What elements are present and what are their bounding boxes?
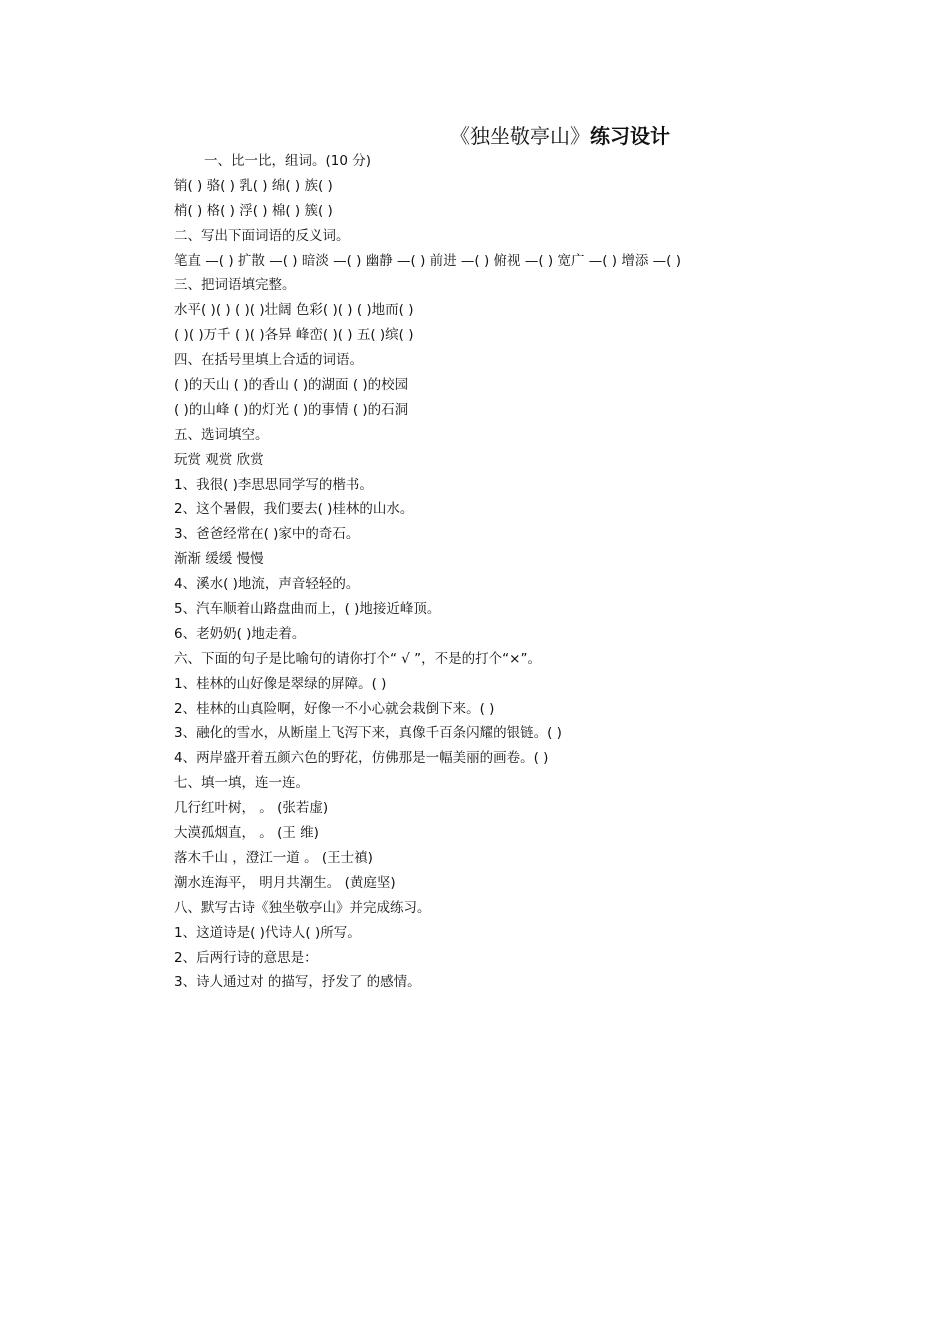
section-heading: 三、把词语填完整。 — [174, 277, 296, 294]
section-heading: 七、填一填，连一连。 — [174, 775, 309, 792]
text-line: 笔直 —( ) 扩散 —( ) 暗淡 —( ) 幽静 —( ) 前进 —( ) 俯视 —( ) 宽广 —( ) 增添 —( ) — [174, 252, 681, 269]
question-line: 4、两岸盛开着五颜六色的野花，仿佛那是一幅美丽的画卷。( ) — [174, 750, 549, 767]
title-suffix: 练习设计 — [590, 124, 670, 148]
question-line: 6、老奶奶( )地走着。 — [174, 625, 306, 642]
poem-line: 几行红叶树， 。 (张若虚) — [174, 800, 329, 817]
question-line: 3、爸爸经常在( )家中的奇石。 — [174, 526, 360, 543]
section-heading: 二、写出下面词语的反义词。 — [174, 227, 350, 244]
poem-line: 大漠孤烟直， 。 (王 维) — [174, 825, 319, 842]
question-line: 1、桂林的山好像是翠绿的屏障。( ) — [174, 675, 387, 692]
text-line: 梢( ) 格( ) 浮( ) 棉( ) 簇( ) — [174, 202, 333, 219]
question-line: 2、桂林的山真险啊，好像一不小心就会栽倒下来。( ) — [174, 700, 495, 717]
text-line: ( )的山峰 ( )的灯光 ( )的事情 ( )的石洞 — [174, 401, 409, 418]
question-line: 3、融化的雪水，从断崖上飞泻下来，真像千百条闪耀的银链。( ) — [174, 725, 562, 742]
document-body — [174, 149, 914, 995]
text-line: 水平( )( ) ( )( )壮阔 色彩( )( ) ( )地而( ) — [174, 302, 414, 319]
section-heading: 四、在括号里填上合适的词语。 — [174, 352, 363, 369]
document-title — [0, 122, 950, 150]
word-choices: 渐渐 缓缓 慢慢 — [174, 551, 264, 568]
section-heading: 五、选词填空。 — [174, 426, 269, 443]
question-line: 5、汽车顺着山路盘曲而上，( )地接近峰顶。 — [174, 601, 441, 618]
section-heading: 一、比一比，组词。(10 分) — [204, 153, 372, 169]
word-choices: 玩赏 观赏 欣赏 — [174, 451, 264, 468]
title-prefix: 《独坐敬亭山》 — [450, 124, 590, 148]
question-line: 1、这道诗是( )代诗人( )所写。 — [174, 924, 361, 941]
question-line: 2、这个暑假，我们要去( )桂林的山水。 — [174, 501, 414, 518]
question-line: 1、我很( )李思思同学写的楷书。 — [174, 476, 373, 493]
text-line: ( )( )万千 ( )( )各异 峰峦( )( ) 五( )缤( ) — [174, 327, 414, 344]
text-line: ( )的天山 ( )的香山 ( )的湖面 ( )的校园 — [174, 377, 409, 394]
question-line: 3、诗人通过对 的描写，抒发了 的感情。 — [174, 974, 421, 991]
text-line: 销( ) 骆( ) 乳( ) 绵( ) 族( ) — [174, 177, 333, 194]
poem-line: 落木千山 ，澄江一道 。 (王士禛) — [174, 849, 373, 866]
question-line: 2、后两行诗的意思是： — [174, 949, 318, 966]
poem-line: 潮水连海平， 明月共潮生。 (黄庭坚) — [174, 874, 396, 891]
section-heading: 八、默写古诗《独坐敬亭山》并完成练习。 — [174, 899, 431, 916]
section-heading: 六、下面的句子是比喻句的请你打个“ √ ”，不是的打个“×”。 — [174, 650, 541, 667]
question-line: 4、溪水( )地流，声音轻轻的。 — [174, 576, 360, 593]
